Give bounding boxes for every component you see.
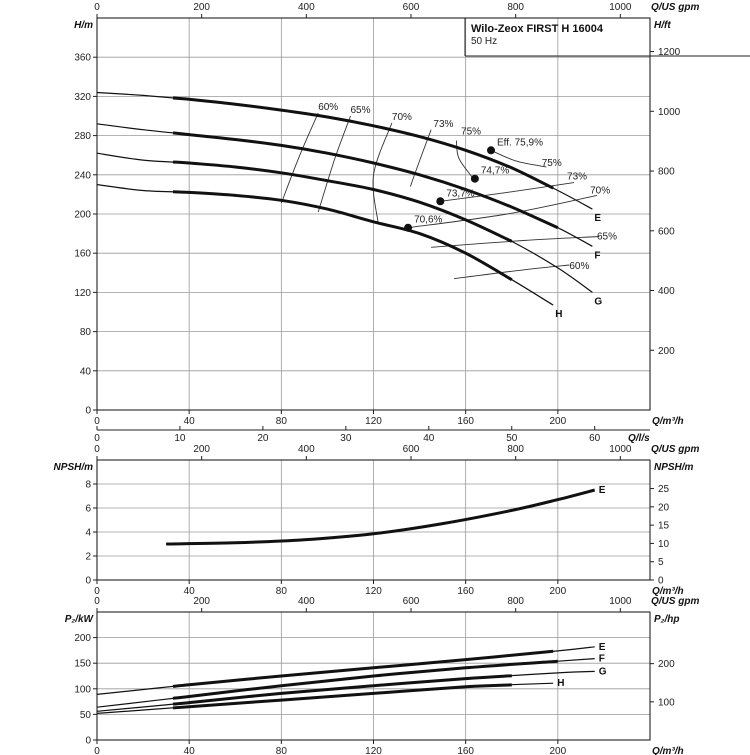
npsh-ytick-label: 8 — [85, 479, 91, 491]
ls-tick-label: 20 — [257, 433, 269, 444]
head-ft-tick-label: 1200 — [658, 47, 681, 59]
head-xtick-label: 160 — [457, 416, 475, 427]
bep-label: Eff. 75,9% — [497, 137, 543, 149]
efficiency-label: 65% — [597, 231, 618, 243]
bep-point — [404, 224, 412, 232]
power-xlabel: Q/m³/h — [652, 746, 684, 755]
npsh-xtick-label: 160 — [457, 586, 475, 597]
power-gpm-label: Q/US gpm — [651, 596, 700, 607]
power-xtick-label: 0 — [94, 746, 100, 755]
npsh-ytick-label: 6 — [85, 503, 91, 515]
head-xtick-label: 200 — [549, 416, 567, 427]
power-ytick-label: 200 — [74, 633, 91, 645]
npsh-curve-E — [166, 490, 595, 544]
npsh-xtick-label: 120 — [365, 586, 382, 597]
power-gpm-tick-label: 200 — [193, 596, 211, 607]
head-gpm-tick-label: 600 — [402, 2, 420, 13]
head-ytick-label: 40 — [79, 366, 91, 378]
bep-label: 73,7% — [446, 188, 475, 200]
efficiency-label: 60% — [318, 102, 339, 114]
npsh-curve-label-E: E — [598, 485, 606, 496]
iso-efficiency-line — [318, 116, 350, 212]
head-y2label: H/ft — [654, 20, 671, 31]
npsh-xtick-label: 40 — [183, 586, 195, 597]
power-y2label: P₂/hp — [654, 614, 680, 625]
power-ytick-label: 0 — [85, 735, 91, 747]
power-ytick-label: 150 — [74, 658, 91, 670]
npsh-ft-tick-label: 10 — [658, 538, 670, 550]
power-hp-tick-label: 100 — [658, 697, 675, 709]
head-ytick-label: 200 — [74, 209, 91, 221]
head-gpm-tick-label: 800 — [507, 2, 525, 13]
iso-efficiency-line — [373, 123, 392, 223]
power-xtick-label: 120 — [365, 746, 382, 755]
head-curve-G — [97, 153, 592, 292]
npsh-xtick-label: 0 — [94, 586, 100, 597]
npsh-gpm-tick-label: 200 — [193, 444, 211, 455]
npsh-ylabel: NPSH/m — [53, 462, 93, 473]
head-curve-bold-H — [173, 192, 512, 280]
head-gpm-label: Q/US gpm — [651, 2, 700, 13]
bep-point — [471, 175, 479, 183]
power-hp-tick-label: 200 — [658, 659, 675, 671]
power-panel — [65, 596, 700, 755]
ls-tick-label: 30 — [340, 433, 352, 444]
head-gpm-tick-label: 400 — [297, 2, 315, 13]
iso-efficiency-line — [456, 141, 472, 178]
power-curve-G — [97, 671, 595, 711]
npsh-ft-tick-label: 5 — [658, 557, 664, 569]
head-ft-tick-label: 800 — [658, 166, 675, 178]
head-xtick-label: 0 — [94, 416, 100, 427]
power-xtick-label: 80 — [275, 746, 287, 755]
head-ytick-label: 80 — [79, 327, 91, 339]
head-ytick-label: 360 — [74, 52, 91, 64]
chart-title: Wilo-Zeox FIRST H 16004 — [471, 23, 603, 35]
head-ft-tick-label: 1000 — [658, 106, 681, 118]
npsh-gpm-tick-label: 600 — [402, 444, 420, 455]
head-ylabel: H/m — [74, 20, 93, 31]
head-curve-bold-G — [173, 162, 512, 241]
head-gpm-tick-label: 1000 — [609, 2, 632, 13]
npsh-y2label: NPSH/m — [654, 462, 694, 473]
power-curve-label-H: H — [557, 678, 565, 690]
power-ytick-label: 50 — [79, 709, 91, 721]
head-ytick-label: 240 — [74, 170, 91, 182]
iso-efficiency-line — [281, 113, 318, 203]
head-ft-tick-label: 200 — [658, 345, 675, 357]
head-curve-label-F: F — [594, 250, 601, 262]
npsh-ft-tick-label: 20 — [658, 502, 670, 514]
npsh-ytick-label: 0 — [85, 575, 91, 587]
power-curve-F — [97, 659, 595, 708]
ls-axis-label: Q/l/s — [628, 433, 650, 444]
npsh-ft-tick-label: 0 — [658, 575, 664, 587]
efficiency-label: 75% — [461, 126, 482, 138]
head-gpm-tick-label: 200 — [193, 2, 211, 13]
npsh-gpm-tick-label: 400 — [297, 444, 315, 455]
head-xtick-label: 80 — [275, 416, 287, 427]
head-xtick-label: 40 — [183, 416, 195, 427]
npsh-ft-tick-label: 15 — [658, 520, 670, 532]
power-ytick-label: 100 — [74, 684, 91, 696]
head-ytick-label: 160 — [74, 248, 91, 260]
head-curve-label-E: E — [594, 213, 602, 225]
power-xtick-label: 40 — [183, 746, 195, 755]
efficiency-label: 70% — [590, 185, 611, 197]
power-xtick-label: 160 — [457, 746, 475, 755]
ls-tick-label: 60 — [589, 433, 601, 444]
power-gpm-tick-label: 1000 — [609, 596, 632, 607]
ls-tick-label: 10 — [174, 433, 186, 444]
head-ytick-label: 0 — [85, 405, 91, 417]
ls-tick-label: 40 — [423, 433, 435, 444]
head-curve-label-G: G — [594, 296, 603, 308]
efficiency-label: 70% — [391, 111, 412, 123]
npsh-ft-tick-label: 25 — [658, 484, 670, 496]
chart-subtitle: 50 Hz — [471, 36, 498, 47]
power-gpm-tick-label: 400 — [297, 596, 315, 607]
power-curve-label-E: E — [598, 641, 606, 653]
head-xlabel: Q/m³/h — [652, 416, 684, 427]
power-curve-label-F: F — [598, 653, 605, 665]
iso-efficiency-line — [431, 237, 599, 248]
npsh-xlabel: Q/m³/h — [652, 586, 684, 597]
npsh-panel — [54, 444, 700, 597]
efficiency-label: 73% — [433, 118, 454, 130]
head-ft-tick-label: 600 — [658, 226, 675, 238]
npsh-gpm-tick-label: 0 — [94, 444, 100, 455]
power-curve-bold-E — [173, 651, 553, 686]
npsh-gpm-label: Q/US gpm — [651, 444, 700, 455]
npsh-xtick-label: 200 — [549, 586, 567, 597]
bep-point — [487, 146, 495, 154]
head-ft-tick-label: 400 — [658, 286, 675, 298]
power-curve-label-G: G — [598, 666, 607, 678]
iso-efficiency-line — [454, 265, 569, 279]
head-ytick-label: 320 — [74, 91, 91, 103]
power-gpm-tick-label: 0 — [94, 596, 100, 607]
head-curve-label-H: H — [555, 309, 563, 321]
efficiency-label: 65% — [350, 105, 371, 117]
head-curve-H — [97, 185, 553, 306]
efficiency-label: 73% — [567, 171, 588, 183]
npsh-ytick-label: 2 — [85, 551, 91, 563]
power-xtick-label: 200 — [549, 746, 567, 755]
power-ylabel: P₂/kW — [64, 614, 93, 625]
head-gpm-tick-label: 0 — [94, 2, 100, 13]
power-gpm-tick-label: 800 — [507, 596, 525, 607]
iso-efficiency-line — [491, 150, 546, 167]
head-ytick-label: 280 — [74, 131, 91, 143]
bep-label: 74,7% — [480, 165, 510, 177]
ls-tick-label: 50 — [506, 433, 518, 444]
npsh-gpm-tick-label: 800 — [507, 444, 525, 455]
power-gpm-tick-label: 600 — [402, 596, 420, 607]
head-ytick-label: 120 — [74, 287, 91, 299]
npsh-ytick-label: 4 — [85, 527, 91, 539]
head-panel — [74, 2, 750, 444]
efficiency-label: 60% — [569, 260, 590, 272]
head-xtick-label: 120 — [365, 416, 382, 427]
ls-tick-label: 0 — [94, 433, 100, 444]
npsh-xtick-label: 80 — [275, 586, 287, 597]
efficiency-label: 75% — [541, 157, 562, 169]
bep-point — [436, 197, 444, 205]
bep-label: 70,6% — [414, 214, 443, 226]
npsh-gpm-tick-label: 1000 — [609, 444, 632, 455]
